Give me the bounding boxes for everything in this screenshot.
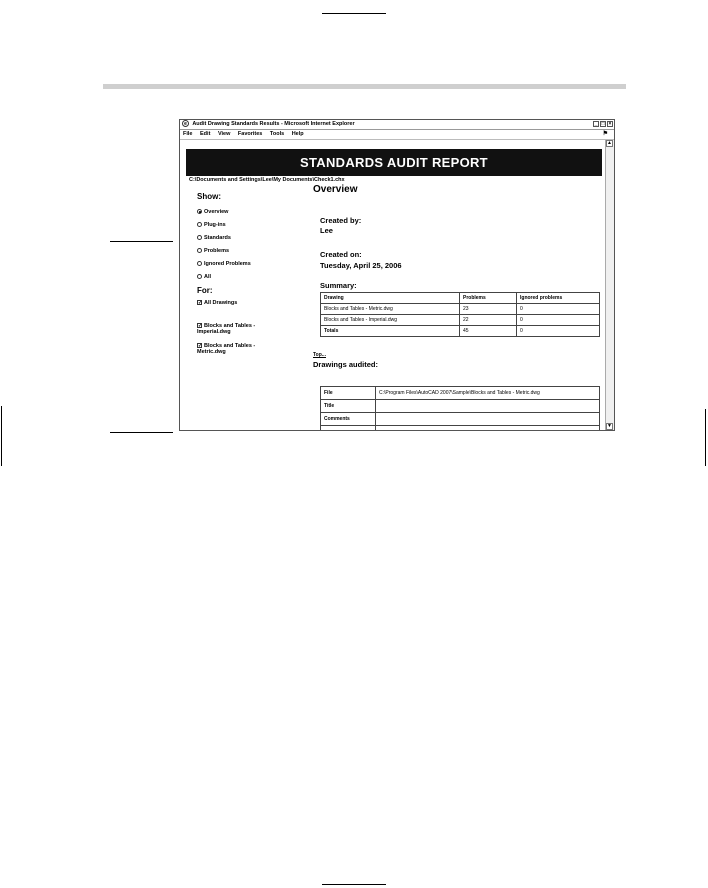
gray-band (103, 84, 626, 89)
checkbox-checked-icon[interactable]: ✓ (198, 343, 203, 350)
menu-tools[interactable]: Tools (269, 131, 285, 137)
maximize-icon[interactable]: □ (601, 121, 605, 127)
scroll-up-icon[interactable]: ▲ (607, 140, 612, 146)
radio-icon[interactable] (197, 248, 202, 253)
radio-icon[interactable] (197, 235, 202, 240)
checker-path: C:\Documents and Settings\Lee\My Documents\Check1.chx (189, 177, 345, 183)
show-option-overview[interactable]: Overview (197, 209, 228, 215)
table-row: Blocks and Tables - Imperial.dwg 22 0 (321, 315, 600, 326)
created-by-label: Created by: (320, 216, 362, 225)
radio-selected-icon[interactable] (197, 209, 202, 214)
windows-logo-icon: ⚑ (602, 131, 608, 137)
created-by-value: Lee (320, 226, 333, 235)
table-row: Title (321, 400, 600, 413)
checkbox-checked-icon[interactable]: ✓ (198, 300, 203, 307)
summary-table (320, 292, 600, 337)
window-controls (593, 121, 613, 127)
show-option-ignored[interactable]: Ignored Problems (197, 261, 251, 267)
left-margin-bar (1, 406, 2, 466)
for-heading: For: (197, 286, 213, 295)
title-bar (180, 120, 614, 130)
bottom-rule (322, 884, 386, 885)
top-rule (322, 13, 386, 14)
table-row: File C:\Program Files\AutoCAD 2007\Sample\Blocks and Tables - Metric.dwg (321, 387, 600, 400)
show-heading: Show: (197, 192, 221, 201)
menu-edit[interactable]: Edit (200, 131, 211, 137)
menu-bar (180, 130, 614, 140)
drawing-metric[interactable]: ✓ Blocks and Tables - Metric.dwg (197, 343, 256, 355)
close-icon[interactable]: × (608, 121, 612, 127)
show-option-plugins[interactable]: Plug-ins (197, 222, 226, 228)
menu-view[interactable]: View (217, 131, 231, 137)
radio-icon[interactable] (197, 261, 202, 266)
table-row: Comments (321, 413, 600, 426)
show-option-all[interactable]: All (197, 274, 211, 280)
table-header-row: Drawing Problems Ignored problems (321, 293, 600, 304)
show-option-standards[interactable]: Standards (197, 235, 231, 241)
menu-file[interactable]: File (183, 131, 193, 137)
table-row-totals: Totals 45 0 (321, 326, 600, 337)
created-on-label: Created on: (320, 250, 362, 259)
callout-line-2 (110, 432, 173, 433)
window-title: Audit Drawing Standards Results - Microsoft Internet Explorer (192, 121, 355, 127)
created-on-value: Tuesday, April 25, 2006 (320, 261, 402, 270)
summary-label: Summary: (320, 281, 357, 290)
callout-line-1 (110, 241, 173, 242)
browser-window (179, 119, 615, 431)
minimize-icon[interactable]: _ (594, 121, 598, 127)
show-option-problems[interactable]: Problems (197, 248, 229, 254)
table-row (321, 426, 600, 431)
right-margin-bar (705, 409, 706, 466)
radio-icon[interactable] (197, 274, 202, 279)
checkbox-checked-icon[interactable]: ✓ (198, 323, 203, 330)
top-link[interactable]: Top... (313, 352, 326, 358)
table-row: Blocks and Tables - Metric.dwg 23 0 (321, 304, 600, 315)
drawing-imperial[interactable]: ✓ Blocks and Tables - Imperial.dwg (197, 323, 256, 335)
ie-icon: e (182, 120, 189, 127)
file-table (320, 386, 600, 430)
menu-favorites[interactable]: Favorites (237, 131, 263, 137)
overview-heading: Overview (313, 184, 358, 195)
report-banner: STANDARDS AUDIT REPORT (186, 149, 602, 176)
page-content (180, 140, 606, 430)
scroll-down-icon[interactable]: ▼ (607, 423, 612, 429)
radio-icon[interactable] (197, 222, 202, 227)
drawings-audited-label: Drawings audited: (313, 360, 379, 369)
vertical-scrollbar[interactable] (605, 140, 614, 430)
drawing-all[interactable]: ✓ All Drawings (198, 300, 238, 307)
menu-help[interactable]: Help (291, 131, 304, 137)
